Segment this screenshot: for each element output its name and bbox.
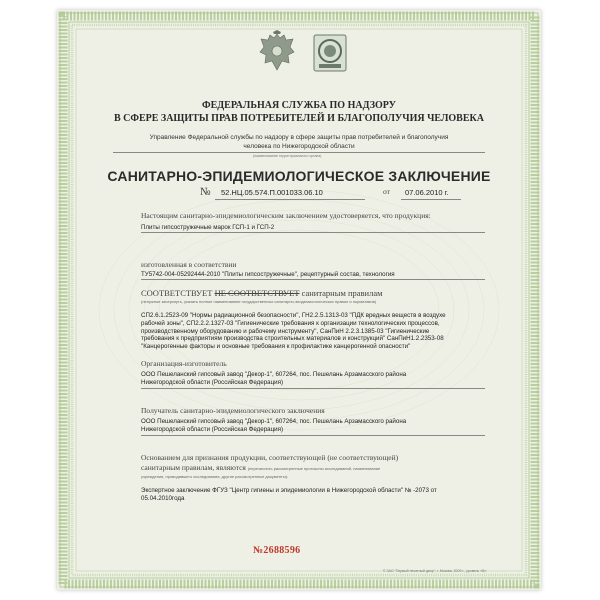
document-number-row	[83, 187, 515, 199]
document-title: САНИТАРНО-ЭПИДЕМИОЛОГИЧЕСКОЕ ЗАКЛЮЧЕНИЕ	[107, 168, 491, 184]
recipient-line-2: Нижегородской области (Российская Федерация)	[141, 425, 284, 433]
office-underline	[113, 152, 485, 153]
compliance-label	[141, 288, 382, 298]
product-name: Плиты гипсостружечные марок ГСП-1 и ГСП-2	[141, 224, 275, 231]
manufacturer-line-1: ООО Пешеланский гипсовый завод "Декор-1", 607264, пос. Пешелань Арзамасского района	[141, 371, 407, 378]
date-label: от	[383, 187, 390, 196]
manufactured-value: ТУ5742-004-05292444-2010 "Плиты гипсостружечные", рецептурный состав, технология	[141, 271, 395, 278]
basis-label-2	[141, 463, 380, 472]
compliance-rules	[141, 312, 446, 351]
basis-value	[141, 487, 437, 503]
office-line-1: Управление Федеральной службы по надзору в сфере защиты прав потребителей и благополучия	[149, 134, 449, 141]
manufacturer-line-2: Нижегородской области (Российская Федерация)	[141, 378, 284, 386]
intro-label: Настоящим санитарно-эпидемиологическим заключением удостоверяется, что продукция:	[141, 211, 431, 220]
manufacturer-underline	[141, 388, 485, 389]
document-number: 52.НЦ.05.574.П.001033.06.10	[221, 188, 323, 197]
org-title-line-1: ФЕДЕРАЛЬНАЯ СЛУЖБА ПО НАДЗОРУ	[202, 100, 396, 111]
date-underline	[401, 199, 461, 200]
recipient-underline	[141, 435, 485, 436]
recipient-line-1: ООО Пешеланский гипсовый завод "Декор-1", 607264, пос. Пешелань Арзамасского района	[141, 418, 407, 425]
rule-line: рабочей зоны", СП2.2.2.1327-03 "Гигиенические требования к организации технологических процессов,	[141, 319, 440, 327]
manufactured-label: изготовленная в соответствии	[141, 260, 237, 269]
basis-line-1: Экспертное заключение ФГУЗ "Центр гигиены и эпидемиологии в Нижегородской области" № -2073 от	[141, 487, 437, 494]
rule-line: "Канцерогенные факторы и основные требования к профилактике канцерогенной опасности"	[141, 343, 411, 351]
recipient-address	[141, 418, 406, 434]
basis-label-2-text: санитарным правилам, являются	[141, 463, 246, 472]
compliance-main: СООТВЕТСТВУЕТ	[141, 288, 213, 298]
certification-logo-icon	[313, 34, 347, 72]
rule-line: требования к предприятиям производства строительных материалов и конструкций" СанПиН1.2.2353-08	[141, 335, 444, 343]
product-underline	[141, 232, 485, 233]
number-underline	[215, 199, 365, 200]
office-caption: (наименование территориального органа)	[253, 154, 322, 158]
certificate-content	[83, 28, 515, 576]
document-date: 07.06.2010 г.	[405, 188, 449, 197]
rule-line: СП2.6.1.2523-09 "Нормы радиационной безопасности", ГН2.2.5.1313-03 "ПДК вредных веществ в воздухе	[141, 312, 446, 319]
certificate-page	[57, 10, 541, 590]
number-sign: №	[200, 186, 211, 198]
office-name	[113, 133, 485, 151]
recipient-label: Получатель санитарно-эпидемиологического заключения	[141, 406, 325, 415]
manufacturer-address	[141, 371, 406, 387]
printer-footer: © ЗАО "Первый печатный двор", г. Москва, 2009 г., уровень «В»	[383, 569, 487, 573]
basis-line-2: 05.04.2010года	[141, 494, 185, 502]
manufacturer-label: Организация-изготовитель	[141, 359, 227, 368]
compliance-note: (ненужное зачеркнуть, указать полное наименование государственных санитарно-эпидемиологических правил и нормативов)	[141, 299, 377, 304]
basis-label-1: Основанием для признания продукции, соответствующей (не соответствующей)	[141, 453, 399, 462]
office-line-2: человека по Нижегородской области	[243, 143, 355, 150]
basis-note-line-2: учреждения, проводившего исследования, другие рассмотренные документы):	[141, 474, 289, 479]
compliance-tail: санитарным правилам	[301, 288, 383, 298]
rule-line: производственному оборудованию и рабочему инструменту", СанПиН 2.2.3.1385-03 "Гигиенические	[141, 327, 430, 335]
serial-number: №2688596	[253, 545, 301, 556]
russian-coat-of-arms-icon	[258, 30, 296, 74]
compliance-struck: НЕ СООТВЕТСТВУЕТ	[214, 288, 300, 298]
basis-note-inline: (перечислить рассмотренные протоколы исследований, наименование	[247, 466, 381, 471]
org-title-line-2: В СФЕРЕ ЗАЩИТЫ ПРАВ ПОТРЕБИТЕЛЕЙ И БЛАГОПОЛУЧИЯ ЧЕЛОВЕКА	[114, 113, 484, 124]
manufactured-underline	[141, 279, 485, 280]
